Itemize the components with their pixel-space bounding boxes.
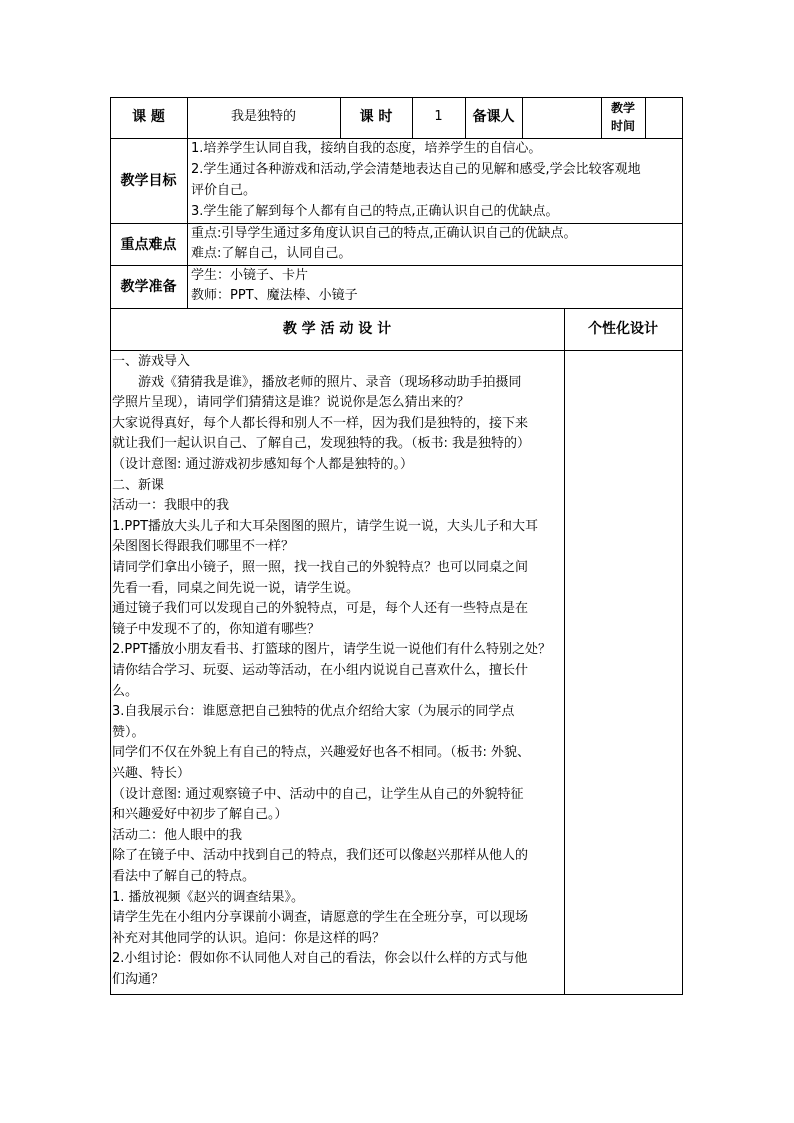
- preparation-line: 学生：小镜子、卡片: [191, 268, 309, 283]
- body-line: 同学们不仅在外貌上有自己的特点，兴趣爱好也各不相同。（板书: 外貌、: [112, 745, 531, 761]
- preparation-label: 教学准备: [120, 279, 177, 295]
- body-line: 2.小组讨论：假如你不认同他人对自己的看法，你会以什么样的方式与他: [112, 951, 528, 967]
- body-line: 学照片呈现），请同学们猜猜这是谁？说说你是怎么猜出来的？: [112, 395, 470, 411]
- rule: [110, 265, 683, 266]
- body-line: 3.自我展示台：谁愿意把自己独特的优点介绍给大家（为展示的同学点: [112, 704, 515, 720]
- goal-line: 评价自己。: [191, 183, 257, 198]
- hours-label: 课 时: [359, 109, 393, 125]
- activity-body: [110, 350, 564, 994]
- rule: [645, 97, 646, 138]
- rule: [522, 97, 523, 138]
- teaching-time-label: [601, 99, 645, 135]
- topic-value: 我是独特的: [230, 109, 296, 124]
- rule: [110, 138, 683, 139]
- body-line: 1. 播放视频《赵兴的调查结果》。: [112, 889, 305, 905]
- key-point-line: 重点:引导学生通过多角度认识自己的特点,正确认识自己的优缺点。: [191, 226, 577, 241]
- body-line: 就让我们一起认识自己、了解自己，发现独特的我。（板书: 我是独特的）: [112, 436, 531, 452]
- body-line: 除了在镜子中、活动中找到自己的特点，我们还可以像赵兴那样从他人的: [112, 848, 529, 864]
- body-line: 游戏《猜猜我是谁》，播放老师的照片、录音（现场移动助手拍摄同: [112, 374, 522, 390]
- rule: [187, 97, 188, 308]
- body-line: 活动一：我眼中的我: [112, 498, 230, 514]
- rule: [564, 308, 565, 995]
- topic-label: 课 题: [132, 109, 165, 125]
- body-line: 和兴趣爱好中初步了解自己。）: [112, 807, 288, 823]
- preparation-line: 教师：PPT、魔法棒、小镜子: [191, 288, 358, 303]
- rule: [682, 97, 683, 995]
- body-line: （设计意图: 通过游戏初步感知每个人都是独特的。）: [112, 457, 414, 472]
- body-line: 兴趣、特长）: [112, 766, 191, 781]
- body-line: 赞）。: [112, 724, 145, 740]
- rule: [110, 308, 683, 309]
- key-points-label: 重点难点: [120, 237, 177, 253]
- goal-line: 2.学生通过各种游戏和活动,学会清楚地表达自己的见解和感受,学会比较客观地: [191, 162, 641, 177]
- body-line: 看法中了解自己的特点。: [112, 869, 256, 884]
- teaching-time-label-line2: 时间: [610, 119, 635, 133]
- body-line: 镜子中发现不了的，你知道有哪些？: [112, 621, 321, 637]
- key-point-line: 难点:了解自己，认同自己。: [191, 246, 352, 261]
- body-line: （设计意图: 通过观察镜子中、活动中的自己，让学生从自己的外貌特征: [112, 786, 524, 802]
- body-line: 大家说得真好，每个人都长得和别人不一样，因为我们是独特的，接下来: [112, 415, 529, 431]
- body-line: 请你结合学习、玩耍、运动等活动，在小组内说说自己喜欢什么，擅长什: [112, 663, 529, 678]
- body-line: 1.PPT播放大头儿子和大耳朵图图的照片，请学生说一说，大头儿子和大耳: [112, 518, 539, 534]
- body-line: 请学生先在小组内分享课前小调查，请愿意的学生在全班分享，可以现场: [112, 910, 529, 926]
- personalized-design-heading: 个性化设计: [588, 321, 658, 337]
- body-line: 二、新课: [112, 477, 165, 493]
- goal-line: 1.培养学生认同自我，接纳自我的态度，培养学生的自信心。: [191, 141, 542, 156]
- body-line: 补充对其他同学的认识。追问：你是这样的吗？: [112, 930, 386, 946]
- body-line: 活动二：他人眼中的我: [112, 827, 243, 843]
- preparer-label: 备课人: [472, 109, 515, 125]
- body-line: 们沟通？: [112, 972, 165, 987]
- body-line: 一、游戏导入: [112, 354, 191, 369]
- body-line: 通过镜子我们可以发现自己的外貌特点，可是，每个人还有一些特点是在: [112, 601, 529, 617]
- body-line: 先看一看，同桌之间先说一说，请学生说。: [112, 580, 360, 596]
- goals-label: 教学目标: [120, 173, 177, 189]
- goal-line: 3.学生能了解到每个人都有自己的特点,正确认识自己的优缺点。: [191, 204, 559, 219]
- teaching-time-label-line1: 教学: [610, 101, 635, 115]
- body-line: 朵图图长得跟我们哪里不一样？: [112, 539, 295, 555]
- rule: [110, 994, 683, 995]
- rule: [110, 223, 683, 224]
- hours-value: 1: [434, 109, 443, 124]
- lesson-plan-table: [110, 97, 683, 995]
- activity-design-heading: 教 学 活 动 设 计: [282, 321, 392, 337]
- body-line: 请同学们拿出小镜子，照一照，找一找自己的外貌特点？也可以同桌之间: [112, 560, 529, 575]
- body-line: 么。: [112, 683, 139, 699]
- rule: [110, 97, 683, 98]
- body-line: 2.PPT播放小朋友看书、打篮球的图片，请学生说一说他们有什么特别之处？: [112, 642, 552, 658]
